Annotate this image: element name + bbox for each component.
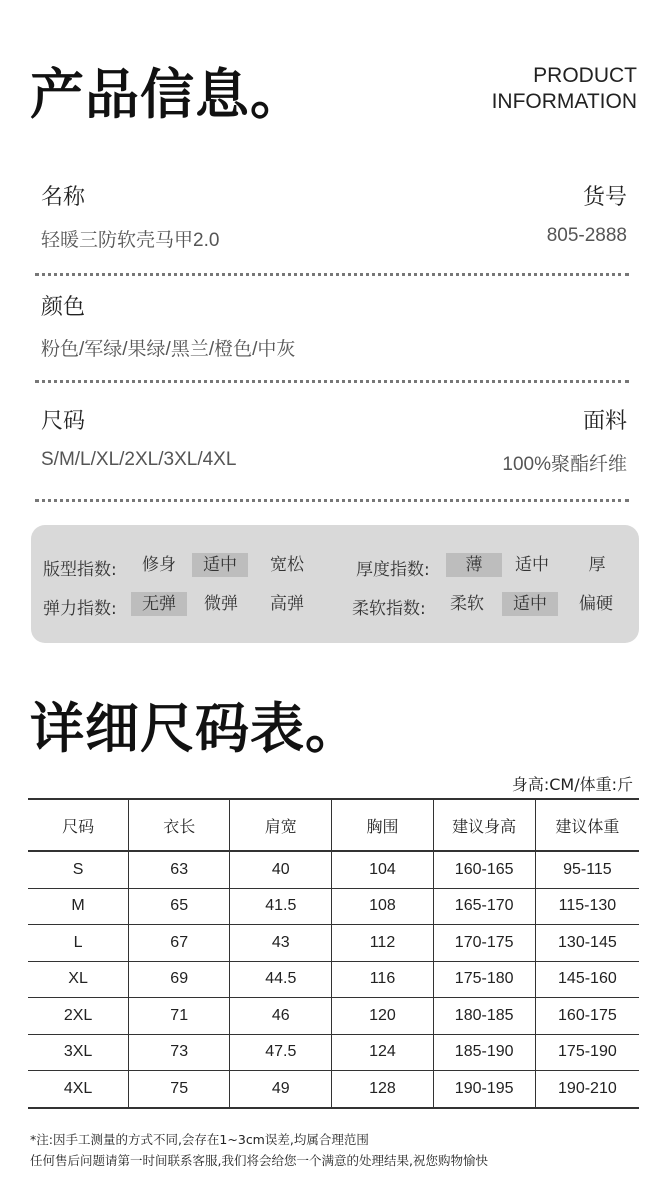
table-cell: 75 bbox=[129, 1071, 230, 1108]
divider bbox=[35, 380, 629, 383]
title-en-line1: PRODUCT bbox=[533, 64, 637, 87]
softness-index-label: 柔软指数: bbox=[352, 599, 426, 619]
table-row bbox=[28, 1034, 639, 1071]
service-note: 任何售后问题请第一时间联系客服,我们将会给您一个满意的处理结果,祝您购物愉快 bbox=[30, 1153, 488, 1168]
table-cell: 104 bbox=[332, 851, 433, 888]
table-cell: 116 bbox=[332, 961, 433, 998]
table-cell: 190-195 bbox=[433, 1071, 535, 1108]
table-row bbox=[28, 888, 639, 925]
column-header: 肩宽 bbox=[230, 799, 332, 851]
column-header: 胸围 bbox=[332, 799, 433, 851]
table-cell: 69 bbox=[129, 961, 230, 998]
softness-option-3: 偏硬 bbox=[579, 594, 613, 614]
table-cell: 2XL bbox=[28, 998, 129, 1035]
table-row bbox=[28, 961, 639, 998]
title-en-line2: INFORMATION bbox=[491, 90, 637, 113]
thickness-index-label: 厚度指数: bbox=[356, 560, 430, 580]
column-header: 建议身高 bbox=[433, 799, 535, 851]
size-value: S/M/L/XL/2XL/3XL/4XL bbox=[41, 449, 237, 470]
table-cell: 3XL bbox=[28, 1034, 129, 1071]
table-cell: 108 bbox=[332, 888, 433, 925]
table-cell: 130-145 bbox=[535, 925, 639, 962]
table-cell: 128 bbox=[332, 1071, 433, 1108]
softness-option-2-selected: 适中 bbox=[502, 592, 558, 616]
color-value: 粉色/军绿/果绿/黑兰/橙色/中灰 bbox=[41, 339, 296, 360]
index-row-1 bbox=[31, 551, 639, 581]
fit-option-2-selected: 适中 bbox=[192, 553, 248, 577]
thickness-option-2: 适中 bbox=[515, 555, 549, 575]
fabric-label: 面料 bbox=[582, 409, 627, 434]
fit-option-3: 宽松 bbox=[270, 555, 304, 575]
table-cell: 160-165 bbox=[433, 851, 535, 888]
table-cell: 4XL bbox=[28, 1071, 129, 1108]
table-cell: 175-180 bbox=[433, 961, 535, 998]
index-row-2 bbox=[31, 590, 639, 620]
table-cell: 63 bbox=[129, 851, 230, 888]
measurement-note: *注:因手工测量的方式不同,会存在1~3cm误差,均属合理范围 bbox=[30, 1132, 369, 1147]
table-row bbox=[28, 851, 639, 888]
table-cell: 175-190 bbox=[535, 1034, 639, 1071]
size-table bbox=[28, 798, 639, 1109]
table-row bbox=[28, 1071, 639, 1108]
table-cell: 49 bbox=[230, 1071, 332, 1108]
elasticity-index-label: 弹力指数: bbox=[43, 599, 117, 619]
fabric-value: 100%聚酯纤维 bbox=[502, 454, 627, 475]
table-cell: 41.5 bbox=[230, 888, 332, 925]
table-cell: XL bbox=[28, 961, 129, 998]
table-cell: 73 bbox=[129, 1034, 230, 1071]
table-cell: 165-170 bbox=[433, 888, 535, 925]
table-cell: 180-185 bbox=[433, 998, 535, 1035]
thickness-option-1-selected: 薄 bbox=[446, 553, 502, 577]
table-cell: 120 bbox=[332, 998, 433, 1035]
table-cell: 40 bbox=[230, 851, 332, 888]
divider bbox=[35, 499, 629, 502]
elasticity-option-3: 高弹 bbox=[270, 594, 304, 614]
table-cell: M bbox=[28, 888, 129, 925]
size-chart-title: 详细尺码表。 bbox=[30, 697, 360, 760]
table-cell: 71 bbox=[129, 998, 230, 1035]
table-cell: 43 bbox=[230, 925, 332, 962]
table-cell: 160-175 bbox=[535, 998, 639, 1035]
table-row bbox=[28, 998, 639, 1035]
table-cell: 46 bbox=[230, 998, 332, 1035]
table-row bbox=[28, 925, 639, 962]
table-cell: 115-130 bbox=[535, 888, 639, 925]
elasticity-option-1-selected: 无弹 bbox=[131, 592, 187, 616]
table-cell: 67 bbox=[129, 925, 230, 962]
table-header-row bbox=[28, 799, 639, 851]
code-label: 货号 bbox=[582, 185, 627, 210]
page-title: 产品信息。 bbox=[30, 63, 305, 126]
fit-index-label: 版型指数: bbox=[43, 560, 117, 580]
table-cell: 65 bbox=[129, 888, 230, 925]
softness-option-1: 柔软 bbox=[450, 594, 484, 614]
fit-option-1: 修身 bbox=[142, 555, 176, 575]
unit-note: 身高:CM/体重:斤 bbox=[511, 775, 633, 794]
table-cell: 190-210 bbox=[535, 1071, 639, 1108]
column-header: 尺码 bbox=[28, 799, 129, 851]
table-cell: 145-160 bbox=[535, 961, 639, 998]
name-value: 轻暖三防软壳马甲2.0 bbox=[41, 230, 220, 251]
table-cell: 47.5 bbox=[230, 1034, 332, 1071]
table-cell: 170-175 bbox=[433, 925, 535, 962]
page-title-english bbox=[492, 63, 637, 115]
divider bbox=[35, 273, 629, 276]
column-header: 建议体重 bbox=[535, 799, 639, 851]
name-label: 名称 bbox=[41, 185, 86, 210]
table-cell: 124 bbox=[332, 1034, 433, 1071]
code-value: 805-2888 bbox=[546, 225, 627, 246]
elasticity-option-2: 微弹 bbox=[204, 594, 238, 614]
color-label: 颜色 bbox=[41, 295, 86, 320]
table-cell: 44.5 bbox=[230, 961, 332, 998]
column-header: 衣长 bbox=[129, 799, 230, 851]
table-cell: L bbox=[28, 925, 129, 962]
index-panel bbox=[31, 525, 639, 643]
thickness-option-3: 厚 bbox=[588, 555, 606, 575]
size-label: 尺码 bbox=[41, 409, 86, 434]
table-cell: 185-190 bbox=[433, 1034, 535, 1071]
table-cell: 95-115 bbox=[535, 851, 639, 888]
table-cell: S bbox=[28, 851, 129, 888]
table-cell: 112 bbox=[332, 925, 433, 962]
